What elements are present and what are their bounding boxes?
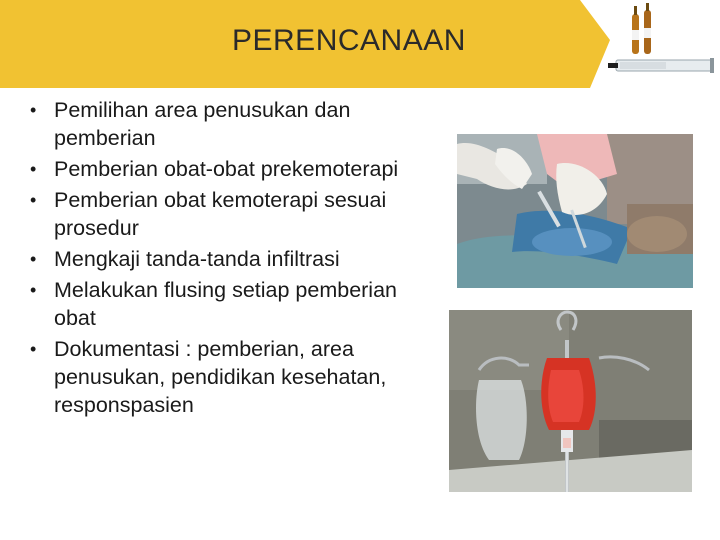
bullet-list — [24, 96, 414, 422]
bullet-item — [24, 245, 414, 273]
bullet-icon: • — [30, 100, 37, 120]
bullet-item — [24, 155, 414, 183]
slide-title: PERENCANAAN — [232, 24, 466, 57]
bullet-icon: • — [30, 249, 37, 269]
bullet-icon: • — [30, 280, 37, 300]
bullet-icon: • — [30, 339, 37, 359]
gloved-hands-injection-photo — [457, 134, 693, 288]
bullet-text: Mengkaji tanda-tanda infiltrasi — [54, 247, 340, 271]
bullet-icon: • — [30, 190, 37, 210]
iv-drip-bag-photo — [449, 310, 692, 492]
bullet-text: Melakukan flusing setiap pemberian obat — [54, 278, 398, 330]
bullet-icon: • — [30, 159, 37, 179]
bullet-item — [24, 186, 414, 242]
slide-header — [0, 0, 720, 88]
bullet-item — [24, 335, 414, 419]
bullet-text: Dokumentasi : pemberian, area penusukan, pendidikan kesehatan, responspasien — [54, 337, 387, 417]
bullet-text: Pemberian obat kemoterapi sesuai prosedur — [54, 188, 387, 240]
bullet-text: Pemberian obat-obat prekemoterapi — [54, 157, 399, 181]
ampoule-syringe-icon — [580, 0, 720, 88]
bullet-item — [24, 96, 414, 152]
bullet-item — [24, 276, 414, 332]
bullet-text: Pemilihan area penusukan dan pemberian — [54, 98, 351, 150]
